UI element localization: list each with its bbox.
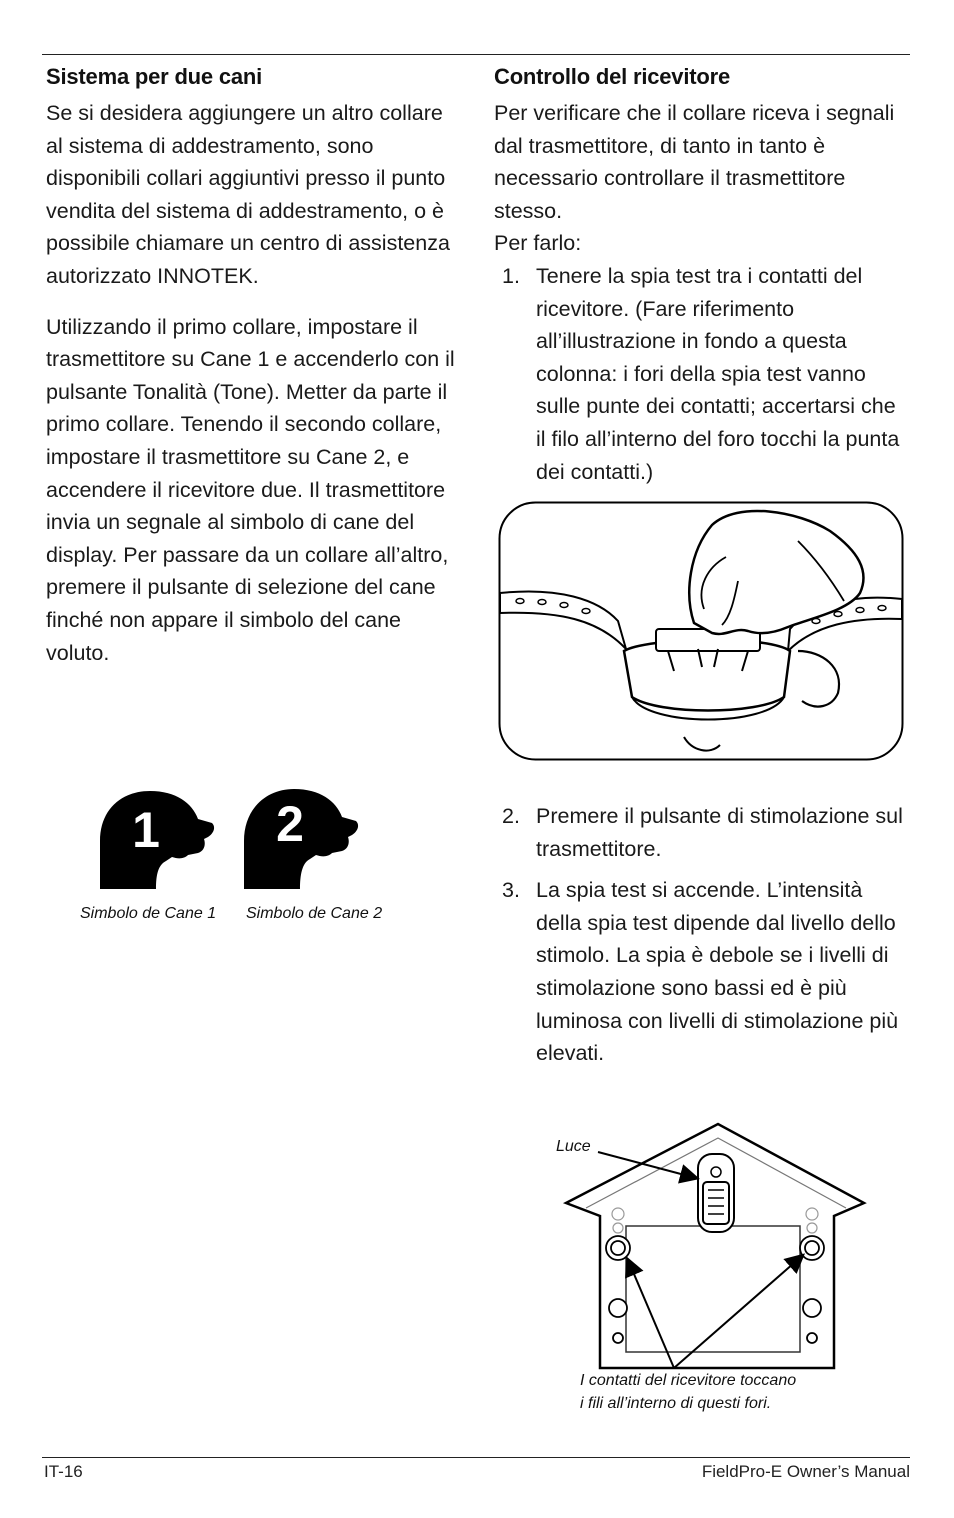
- step-text: Premere il pulsante di stimolazione sul trasmettitore.: [536, 804, 903, 861]
- bottom-rule: [42, 1457, 910, 1458]
- top-rule: [42, 54, 910, 55]
- collar-test-light-illustration: [498, 501, 904, 761]
- dog-symbol-2-icon: [240, 785, 362, 891]
- dog-number-2: 2: [276, 796, 304, 852]
- caption-dog-1: Simbolo de Cane 1: [80, 905, 217, 922]
- step-item-3: [494, 874, 910, 1070]
- diagram-label-light: Luce: [556, 1138, 591, 1155]
- right-column: [494, 64, 910, 488]
- step-item-2: [494, 800, 910, 865]
- dog-symbol-1-icon: [96, 785, 218, 891]
- step-text: Tenere la spia test tra i contatti del ricevitore. (Fare riferimento all’illustrazione in fondo a questa colonna: i fori della spia test vanno sulle punte dei contatti; accertarsi che il filo all’interno del foro tocchi la punta dei contatti.): [536, 263, 900, 484]
- paragraph-additional-collar: Se si desidera aggiungere un altro collare al sistema di addestramento, sono disponibili collari aggiuntivi presso il punto vendita del sistema di addestramento, o è possibile chiamare un centro di assistenza autorizzato INNOTEK.: [46, 101, 450, 288]
- step-number: 3.: [502, 878, 520, 903]
- manual-title: FieldPro-E Owner’s Manual: [701, 1462, 910, 1481]
- dog-number-1: 1: [132, 802, 160, 858]
- test-light-diagram: [548, 1118, 878, 1370]
- paragraph-lead: Per farlo:: [494, 231, 582, 256]
- left-column: [46, 64, 461, 669]
- page-number: IT-16: [44, 1462, 83, 1481]
- section-heading-two-dogs: Sistema per due cani: [46, 64, 263, 89]
- steps-list-second: [494, 800, 910, 1070]
- step-number: 2.: [502, 804, 520, 828]
- diagram-caption-line-2: i fili all’interno di questi fori.: [580, 1395, 772, 1412]
- diagram-caption-line-1: I contatti del ricevitore toccano: [580, 1372, 797, 1389]
- paragraph-setup-instructions: Utilizzando il primo collare, impostare il trasmettitore su Cane 1 e accenderlo con il pulsante Tonalità (Tone). Metter da parte il primo collare. Tenendo il secondo collare, impostare il trasmettitore su Cane 2, e accendere il ricevitore due. Il trasmettitore invia un segnale al simbolo di cane del display. Per passare da un collare all’altro, premere il pulsante di selezione del cane finché non appare il simbolo del cane voluto.: [46, 314, 455, 665]
- step-text: La spia test si accende. L’intensità della spia test dipende dal livello dello stimolo. La spia è debole se i livelli di stimolazione sono bassi ed è più luminosa con livelli di stimolazione più elevati.: [536, 878, 899, 1066]
- steps-list-first: [494, 260, 910, 488]
- caption-dog-2: Simbolo de Cane 2: [246, 905, 383, 922]
- step-number: 1.: [502, 263, 520, 288]
- section-heading-receiver-check: Controllo del ricevitore: [494, 64, 731, 89]
- paragraph-check-intro: Per verificare che il collare riceva i segnali dal trasmettitore, di tanto in tanto è necessario controllare il trasmettitore stesso.: [494, 101, 895, 223]
- step-item-1: [494, 260, 910, 488]
